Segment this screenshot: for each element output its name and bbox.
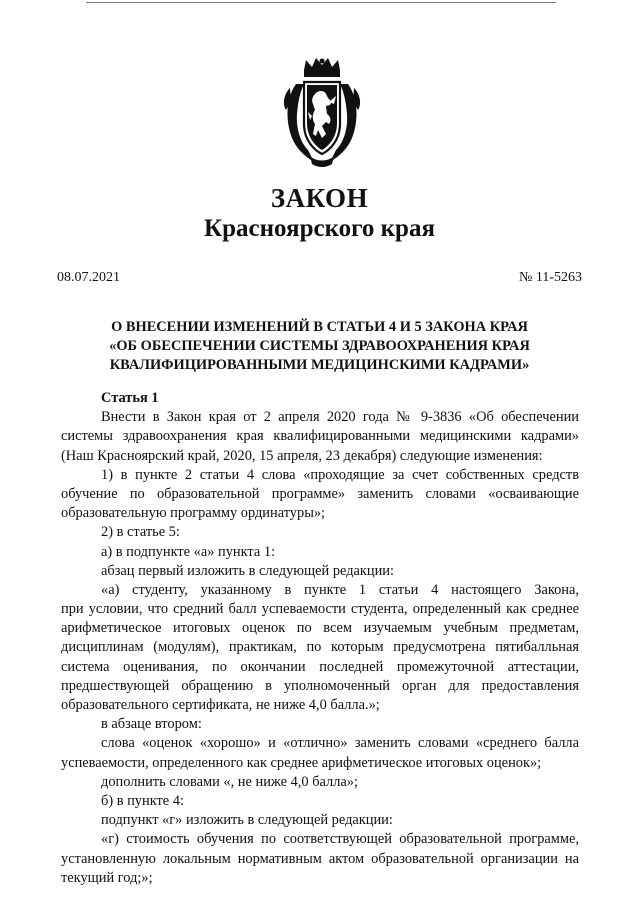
body-line: при условии, что средний балл успеваемости студента, определенный как среднее — [61, 601, 579, 618]
body-line: а) в подпункте «а» пункта 1: — [101, 543, 276, 560]
law-heading-line: «ОБ ОБЕСПЕЧЕНИИ СИСТЕМЫ ЗДРАВООХРАНЕНИЯ КРАЯ — [109, 338, 530, 354]
body-line: дополнить словами «, не ниже 4,0 балла»; — [101, 773, 359, 790]
coat-of-arms-icon — [282, 58, 362, 168]
law-body — [61, 389, 579, 888]
law-heading-line: КВАЛИФИЦИРОВАННЫМИ МЕДИЦИНСКИМИ КАДРАМИ» — [109, 357, 530, 373]
body-line: система оценивания, по окончании последней промежуточной аттестации, — [61, 658, 579, 675]
body-line: Внести в Закон края от 2 апреля 2020 года № 9-3836 «Об обеспечении — [101, 409, 579, 426]
top-divider-line — [86, 2, 556, 3]
body-line: образовательного сертификата, не ниже 4,0 балла.»; — [61, 697, 380, 713]
body-line: арифметическое итоговых оценок по всем изучаемым учебным предметам, — [61, 620, 579, 637]
body-line: б) в пункте 4: — [101, 792, 184, 809]
body-line: «а) студенту, указанному в пункте 1 статьи 4 настоящего Закона, — [101, 581, 579, 598]
body-line: слова «оценок «хорошо» и «отлично» заменить словами «среднего балла — [101, 735, 579, 752]
body-line: системы здравоохранения края квалифицированными медицинскими кадрами» — [61, 428, 579, 445]
body-line: текущий год;»; — [61, 869, 153, 886]
law-heading — [0, 318, 639, 375]
body-line: установленную локальным нормативным актом образовательной организации на — [61, 850, 579, 867]
body-line: абзац первый изложить в следующей редакции: — [101, 562, 395, 579]
body-line: «г) стоимость обучения по соответствующей образовательной программе, — [101, 831, 579, 848]
body-line: подпункт «г» изложить в следующей редакции: — [101, 812, 393, 829]
law-heading-line: О ВНЕСЕНИИ ИЗМЕНЕНИЙ В СТАТЬИ 4 И 5 ЗАКОНА КРАЯ — [111, 319, 528, 335]
body-line: образовательную программу ординатуры»; — [61, 505, 326, 522]
body-line: успеваемости, определенного как среднее арифметическое итоговых оценок»; — [61, 754, 542, 771]
body-line: предшествующей обращению в уполномоченный орган для предоставления — [61, 677, 579, 694]
body-line: 1) в пункте 2 статьи 4 слова «проходящие за счет собственных средств — [101, 466, 579, 483]
article-heading: Статья 1 — [101, 390, 159, 406]
body-line: обучение по образовательной программе» заменить словами «осваивающие — [61, 485, 579, 502]
body-line: в абзаце втором: — [101, 716, 202, 733]
body-line: дисциплинам (модулям), практикам, по которым предусмотрена пятибалльная — [61, 639, 579, 656]
document-title: ЗАКОН — [270, 183, 369, 213]
body-line: 2) в статье 5: — [101, 524, 180, 541]
document-date: 08.07.2021 — [57, 270, 120, 285]
body-line: (Наш Красноярский край, 2020, 15 апреля, 23 декабря) следующие изменения: — [61, 447, 543, 464]
document-number: № 11-5263 — [519, 270, 582, 285]
document-subtitle: Красноярского края — [204, 215, 435, 242]
